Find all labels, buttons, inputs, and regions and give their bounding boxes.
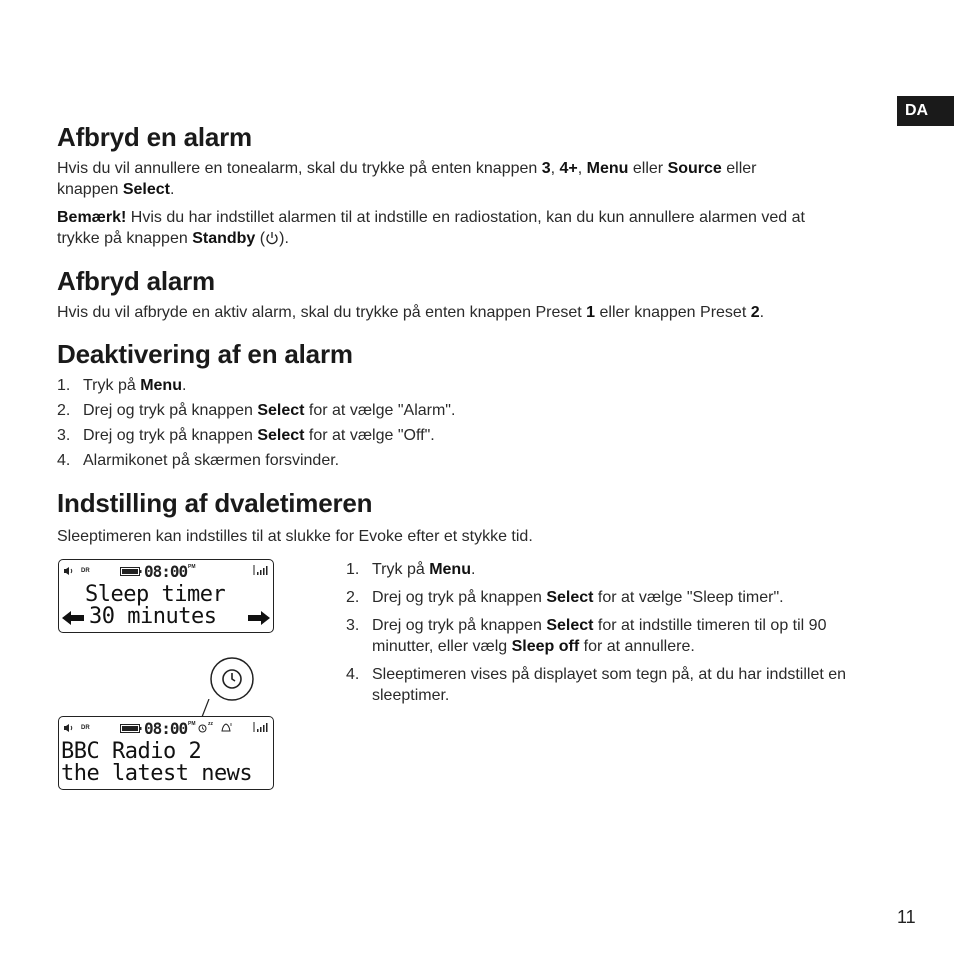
lcd-line-1: Sleep timer (85, 582, 226, 607)
list-item: 2. Drej og tryk på knappen Select for at vælge "Alarm". (57, 402, 456, 419)
heading-afbryd-alarm: Afbryd alarm (57, 266, 215, 296)
pm-label: PM (188, 564, 196, 570)
paragraph-stop-active-alarm: Hvis du vil afbryde en aktiv alarm, skal du trykke på enten knappen Preset 1 eller knappen Preset 2. (57, 304, 765, 321)
sleep-zz-label: zz (208, 721, 213, 727)
battery-icon (120, 567, 142, 576)
lcd-line-2: 30 minutes (89, 604, 217, 629)
speaker-icon (63, 566, 75, 576)
sleep-clock-icon (198, 724, 207, 733)
list-item: 3. Drej og tryk på knappen Select for at indstille timeren til op til 90 minutter, eller vælg Sleep off for at annullere. (346, 617, 827, 655)
pm-label: PM (188, 721, 196, 727)
page-number: 11 (897, 907, 916, 927)
paragraph-note: Bemærk! Hvis du har indstillet alarmen til at indstille en radiostation, kan du kun annullere alarmen ved at trykke på knappen Standby ( ). (57, 209, 805, 247)
heading-dvaletimer: Indstilling af dvaletimeren (57, 488, 373, 518)
arrow-left-icon (62, 611, 84, 625)
dr-label: DR (81, 568, 90, 574)
list-item: 1. Tryk på Menu. (57, 377, 187, 394)
list-item: 4. Alarmikonet på skærmen forsvinder. (57, 452, 340, 469)
list-item: 1. Tryk på Menu. (346, 561, 476, 578)
signal-icon (252, 565, 268, 575)
clock-time: 08:00 (144, 562, 188, 581)
clock-time: 08:00 (144, 719, 188, 738)
power-icon (265, 231, 279, 245)
alarm-bell-icon (220, 722, 232, 733)
list-item: 2. Drej og tryk på knappen Select for at vælge "Sleep timer". (346, 589, 784, 606)
lcd-display-radio (58, 716, 274, 790)
heading-deaktivering: Deaktivering af en alarm (57, 339, 353, 369)
signal-icon (252, 722, 268, 732)
language-tab: DA (897, 96, 954, 126)
arrow-right-icon (248, 611, 270, 625)
heading-afbryd-en-alarm: Afbryd en alarm (57, 122, 252, 152)
lcd-display-sleep-timer (58, 559, 274, 633)
list-item: 3. Drej og tryk på knappen Select for at vælge "Off". (57, 427, 435, 444)
paragraph-cancel-tone-alarm: Hvis du vil annullere en tonealarm, skal du trykke på enten knappen 3, 4+, Menu eller Source eller knappen Select. (57, 160, 757, 198)
lcd-line-1: BBC Radio 2 (61, 739, 202, 764)
paragraph-sleeptimer-intro: Sleeptimeren kan indstilles til at slukke for Evoke efter et stykke tid. (57, 528, 533, 545)
lcd-line-2: the latest news (61, 761, 253, 786)
list-item: 4. Sleeptimeren vises på displayet som tegn på, at du har indstillet en sleeptimer. (346, 666, 847, 704)
dr-label: DR (81, 725, 90, 731)
battery-icon (120, 724, 142, 733)
clock-icon (220, 667, 244, 691)
speaker-icon (63, 723, 75, 733)
